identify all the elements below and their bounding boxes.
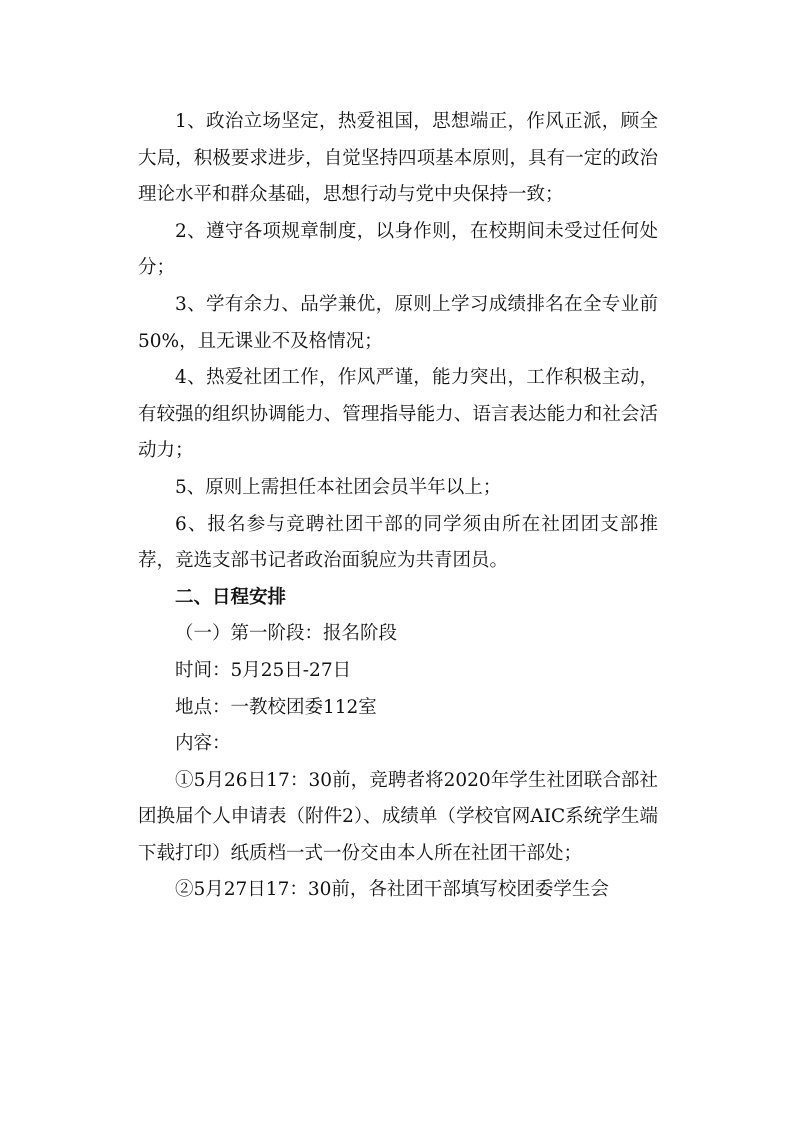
requirement-5: 5、原则上需担任本社团会员半年以上； [175, 476, 502, 498]
requirement-1: 1、政治立场坚定，热爱祖国，思想端正，作风正派，顾全大局，积极要求进步，自觉坚持四项基本原则，具有一定的政治理论水平和群众基础，思想行动与党中央保持一致； [138, 111, 658, 206]
requirement-6: 6、报名参与竞聘社团干部的同学须由所在社团团支部推荐，竞选支部书记者政治面貌应为共青团员。 [138, 513, 658, 572]
stage-1-location: 地点：一教校团委112室 [175, 696, 377, 718]
document-body [138, 104, 658, 909]
requirement-3: 3、学有余力、品学兼优，原则上学习成绩排名在全专业前50%，且无课业不及格情况； [138, 293, 658, 352]
stage-1-content-label: 内容： [175, 733, 231, 755]
stage-1-title: （一）第一阶段：报名阶段 [175, 623, 398, 645]
stage-1-item-1: ①5月26日17：30前，竞聘者将2020年学生社团联合部社团换届个人申请表（附件2）、成绩单（学校官网AIC系统学生端下载打印）纸质档一式一份交由本人所在社团干部处； [138, 769, 658, 864]
stage-1-time: 时间：5月25日-27日 [175, 659, 352, 681]
section-heading-schedule: 二、日程安排 [175, 586, 287, 608]
requirement-4: 4、热爱社团工作，作风严谨，能力突出，工作积极主动，有较强的组织协调能力、管理指导能力、语言表达能力和社会活动力； [138, 367, 658, 462]
stage-1-item-2: ②5月27日17：30前，各社团干部填写校团委学生会 [175, 879, 609, 901]
requirement-2: 2、遵守各项规章制度，以身作则，在校期间未受过任何处分； [138, 220, 658, 279]
